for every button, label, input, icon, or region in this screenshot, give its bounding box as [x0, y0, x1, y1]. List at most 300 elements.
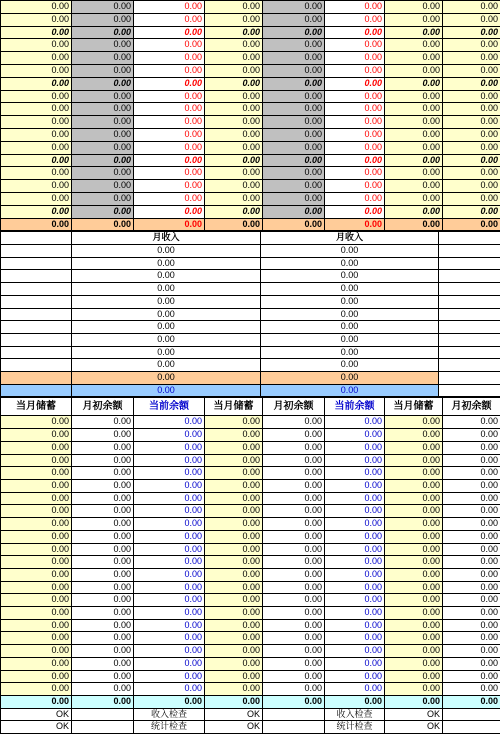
cell[interactable]: 0.00 — [205, 90, 263, 103]
blank-cell[interactable] — [439, 321, 500, 334]
cell[interactable]: 0.00 — [1, 530, 72, 543]
cell[interactable]: 0.00 — [205, 13, 263, 26]
cell[interactable]: 0.00 — [443, 645, 500, 658]
cell[interactable]: 0.00 — [325, 454, 385, 467]
check-status[interactable]: OK — [385, 708, 443, 721]
cell[interactable]: 0.00 — [1, 154, 72, 167]
cell[interactable]: 0.00 — [385, 13, 443, 26]
cell[interactable]: 0.00 — [134, 205, 205, 218]
cell[interactable]: 0.00 — [443, 657, 500, 670]
income-cell[interactable]: 0.00 — [72, 283, 261, 296]
cell[interactable]: 0.00 — [205, 657, 263, 670]
income-cell[interactable]: 0.00 — [261, 333, 439, 346]
cell[interactable]: 0.00 — [325, 556, 385, 569]
cell[interactable]: 0.00 — [325, 52, 385, 65]
cell[interactable]: 0.00 — [443, 619, 500, 632]
blank-cell[interactable] — [439, 384, 500, 397]
cell[interactable]: 0.00 — [325, 467, 385, 480]
check-label[interactable]: 统计检查 — [134, 721, 205, 734]
cell[interactable]: 0.00 — [205, 645, 263, 658]
income-cell[interactable]: 0.00 — [261, 308, 439, 321]
blank-cell[interactable] — [439, 308, 500, 321]
cell[interactable]: 0.00 — [72, 632, 134, 645]
cell[interactable]: 0.00 — [443, 441, 500, 454]
cell[interactable]: 0.00 — [134, 518, 205, 531]
cell[interactable]: 0.00 — [443, 594, 500, 607]
cell[interactable]: 0.00 — [72, 167, 134, 180]
cell[interactable]: 0.00 — [443, 64, 500, 77]
cell[interactable]: 0.00 — [263, 429, 325, 442]
cell[interactable]: 0.00 — [385, 26, 443, 39]
income-total-cell[interactable]: 0.00 — [72, 384, 261, 397]
cell[interactable]: 0.00 — [325, 154, 385, 167]
cell[interactable]: 0.00 — [205, 52, 263, 65]
cell[interactable]: 0.00 — [1, 454, 72, 467]
cell[interactable]: 0.00 — [134, 429, 205, 442]
cell[interactable]: 0.00 — [72, 128, 134, 141]
cell[interactable]: 0.00 — [263, 518, 325, 531]
cell[interactable]: 0.00 — [72, 607, 134, 620]
cell[interactable]: 0.00 — [263, 467, 325, 480]
check-status[interactable]: OK — [1, 708, 72, 721]
cell[interactable]: 0.00 — [205, 568, 263, 581]
cell[interactable]: 0.00 — [205, 1, 263, 14]
total-cell[interactable]: 0.00 — [72, 218, 134, 231]
column-header[interactable]: 当月储蓄 — [205, 398, 263, 416]
cell[interactable]: 0.00 — [205, 594, 263, 607]
blank-cell[interactable] — [439, 346, 500, 359]
cell[interactable]: 0.00 — [205, 116, 263, 129]
cell[interactable]: 0.00 — [325, 103, 385, 116]
cell[interactable]: 0.00 — [72, 416, 134, 429]
cell[interactable]: 0.00 — [263, 556, 325, 569]
cell[interactable]: 0.00 — [72, 26, 134, 39]
cell[interactable]: 0.00 — [72, 154, 134, 167]
column-header[interactable]: 月初余额 — [263, 398, 325, 416]
total-cell[interactable]: 0.00 — [205, 218, 263, 231]
cell[interactable]: 0.00 — [72, 205, 134, 218]
blank-cell[interactable] — [1, 232, 72, 245]
cell[interactable]: 0.00 — [263, 1, 325, 14]
cell[interactable]: 0.00 — [325, 192, 385, 205]
cell[interactable]: 0.00 — [205, 492, 263, 505]
cell[interactable]: 0.00 — [205, 518, 263, 531]
cell[interactable]: 0.00 — [443, 429, 500, 442]
cell[interactable]: 0.00 — [325, 645, 385, 658]
column-header[interactable]: 当月储蓄 — [1, 398, 72, 416]
cell[interactable]: 0.00 — [134, 683, 205, 696]
cell[interactable]: 0.00 — [263, 64, 325, 77]
income-cell[interactable]: 0.00 — [72, 245, 261, 258]
cell[interactable]: 0.00 — [72, 77, 134, 90]
cell[interactable]: 0.00 — [443, 492, 500, 505]
blank-cell[interactable] — [1, 295, 72, 308]
cell[interactable]: 0.00 — [263, 416, 325, 429]
cell[interactable]: 0.00 — [263, 657, 325, 670]
cell[interactable]: 0.00 — [325, 13, 385, 26]
cell[interactable]: 0.00 — [263, 205, 325, 218]
cell[interactable]: 0.00 — [134, 39, 205, 52]
cell[interactable]: 0.00 — [134, 52, 205, 65]
cell[interactable]: 0.00 — [443, 141, 500, 154]
cell[interactable]: 0.00 — [205, 505, 263, 518]
cell[interactable]: 0.00 — [205, 480, 263, 493]
cell[interactable]: 0.00 — [72, 141, 134, 154]
cell[interactable]: 0.00 — [443, 670, 500, 683]
cell[interactable]: 0.00 — [325, 441, 385, 454]
cell[interactable]: 0.00 — [1, 116, 72, 129]
check-status[interactable]: OK — [205, 708, 263, 721]
cell[interactable]: 0.00 — [263, 180, 325, 193]
cell[interactable]: 0.00 — [443, 543, 500, 556]
cell[interactable]: 0.00 — [443, 556, 500, 569]
cell[interactable]: 0.00 — [134, 154, 205, 167]
cell[interactable]: 0.00 — [385, 416, 443, 429]
cell[interactable]: 0.00 — [134, 90, 205, 103]
blank-cell[interactable] — [1, 270, 72, 283]
cell[interactable]: 0.00 — [72, 581, 134, 594]
cell[interactable]: 0.00 — [263, 141, 325, 154]
income-total-cell[interactable]: 0.00 — [261, 384, 439, 397]
cell[interactable]: 0.00 — [1, 645, 72, 658]
cell[interactable]: 0.00 — [385, 441, 443, 454]
cell[interactable]: 0.00 — [385, 619, 443, 632]
cell[interactable]: 0.00 — [134, 607, 205, 620]
cell[interactable]: 0.00 — [385, 52, 443, 65]
cell[interactable]: 0.00 — [263, 167, 325, 180]
income-total-cell[interactable]: 0.00 — [72, 372, 261, 385]
cell[interactable]: 0.00 — [385, 670, 443, 683]
cell[interactable]: 0.00 — [72, 683, 134, 696]
cell[interactable]: 0.00 — [134, 530, 205, 543]
income-header[interactable]: 月收入 — [72, 232, 261, 245]
cell[interactable]: 0.00 — [72, 39, 134, 52]
check-label[interactable]: 收入检查 — [325, 708, 385, 721]
sum-cell[interactable]: 0.00 — [72, 695, 134, 708]
cell[interactable]: 0.00 — [134, 77, 205, 90]
cell[interactable]: 0.00 — [263, 530, 325, 543]
cell[interactable]: 0.00 — [1, 492, 72, 505]
cell[interactable]: 0.00 — [205, 670, 263, 683]
cell[interactable]: 0.00 — [72, 116, 134, 129]
sum-cell[interactable]: 0.00 — [1, 695, 72, 708]
cell[interactable]: 0.00 — [1, 13, 72, 26]
cell[interactable]: 0.00 — [1, 480, 72, 493]
cell[interactable]: 0.00 — [443, 26, 500, 39]
income-cell[interactable]: 0.00 — [72, 308, 261, 321]
blank-cell[interactable] — [439, 283, 500, 296]
cell[interactable]: 0.00 — [443, 518, 500, 531]
cell[interactable]: 0.00 — [325, 77, 385, 90]
blank-cell[interactable] — [1, 283, 72, 296]
column-header[interactable]: 当前余额 — [134, 398, 205, 416]
income-cell[interactable]: 0.00 — [261, 359, 439, 372]
cell[interactable]: 0.00 — [72, 530, 134, 543]
cell[interactable]: 0.00 — [443, 683, 500, 696]
cell[interactable]: 0.00 — [325, 205, 385, 218]
cell[interactable]: 0.00 — [72, 556, 134, 569]
cell[interactable]: 0.00 — [1, 594, 72, 607]
cell[interactable]: 0.00 — [263, 128, 325, 141]
blank-cell[interactable] — [72, 721, 134, 734]
cell[interactable]: 0.00 — [205, 39, 263, 52]
cell[interactable]: 0.00 — [263, 116, 325, 129]
income-cell[interactable]: 0.00 — [261, 346, 439, 359]
cell[interactable]: 0.00 — [385, 518, 443, 531]
blank-cell[interactable] — [1, 384, 72, 397]
cell[interactable]: 0.00 — [263, 90, 325, 103]
cell[interactable]: 0.00 — [205, 26, 263, 39]
cell[interactable]: 0.00 — [443, 454, 500, 467]
cell[interactable]: 0.00 — [325, 64, 385, 77]
check-label[interactable]: 统计检查 — [325, 721, 385, 734]
cell[interactable]: 0.00 — [205, 192, 263, 205]
cell[interactable]: 0.00 — [263, 670, 325, 683]
cell[interactable]: 0.00 — [263, 581, 325, 594]
cell[interactable]: 0.00 — [134, 619, 205, 632]
cell[interactable]: 0.00 — [1, 429, 72, 442]
cell[interactable]: 0.00 — [1, 128, 72, 141]
cell[interactable]: 0.00 — [443, 416, 500, 429]
cell[interactable]: 0.00 — [325, 128, 385, 141]
cell[interactable]: 0.00 — [443, 180, 500, 193]
cell[interactable]: 0.00 — [134, 1, 205, 14]
cell[interactable]: 0.00 — [325, 543, 385, 556]
cell[interactable]: 0.00 — [205, 141, 263, 154]
check-status[interactable]: OK — [1, 721, 72, 734]
cell[interactable]: 0.00 — [263, 154, 325, 167]
income-cell[interactable]: 0.00 — [261, 295, 439, 308]
cell[interactable]: 0.00 — [325, 116, 385, 129]
cell[interactable]: 0.00 — [1, 657, 72, 670]
cell[interactable]: 0.00 — [1, 192, 72, 205]
cell[interactable]: 0.00 — [1, 52, 72, 65]
cell[interactable]: 0.00 — [443, 13, 500, 26]
blank-cell[interactable] — [1, 245, 72, 258]
cell[interactable]: 0.00 — [134, 416, 205, 429]
cell[interactable]: 0.00 — [385, 467, 443, 480]
cell[interactable]: 0.00 — [134, 103, 205, 116]
income-cell[interactable]: 0.00 — [261, 245, 439, 258]
cell[interactable]: 0.00 — [325, 90, 385, 103]
sum-cell[interactable]: 0.00 — [205, 695, 263, 708]
cell[interactable]: 0.00 — [443, 632, 500, 645]
income-cell[interactable]: 0.00 — [72, 257, 261, 270]
cell[interactable]: 0.00 — [263, 77, 325, 90]
income-cell[interactable]: 0.00 — [72, 270, 261, 283]
cell[interactable]: 0.00 — [443, 167, 500, 180]
cell[interactable]: 0.00 — [1, 556, 72, 569]
sum-cell[interactable]: 0.00 — [385, 695, 443, 708]
cell[interactable]: 0.00 — [443, 505, 500, 518]
blank-cell[interactable] — [1, 333, 72, 346]
cell[interactable]: 0.00 — [72, 645, 134, 658]
cell[interactable]: 0.00 — [385, 205, 443, 218]
cell[interactable]: 0.00 — [134, 128, 205, 141]
cell[interactable]: 0.00 — [263, 103, 325, 116]
sum-cell[interactable]: 0.00 — [134, 695, 205, 708]
cell[interactable]: 0.00 — [325, 492, 385, 505]
cell[interactable]: 0.00 — [385, 556, 443, 569]
cell[interactable]: 0.00 — [263, 192, 325, 205]
cell[interactable]: 0.00 — [134, 670, 205, 683]
cell[interactable]: 0.00 — [1, 619, 72, 632]
blank-cell[interactable] — [263, 708, 325, 721]
cell[interactable]: 0.00 — [1, 90, 72, 103]
cell[interactable]: 0.00 — [325, 632, 385, 645]
sum-cell[interactable]: 0.00 — [263, 695, 325, 708]
cell[interactable]: 0.00 — [385, 632, 443, 645]
cell[interactable]: 0.00 — [385, 1, 443, 14]
sum-cell[interactable]: 0.00 — [325, 695, 385, 708]
cell[interactable]: 0.00 — [1, 167, 72, 180]
total-cell[interactable]: 0.00 — [443, 218, 500, 231]
cell[interactable]: 0.00 — [72, 103, 134, 116]
cell[interactable]: 0.00 — [134, 581, 205, 594]
check-status[interactable]: OK — [205, 721, 263, 734]
cell[interactable]: 0.00 — [72, 657, 134, 670]
cell[interactable]: 0.00 — [385, 77, 443, 90]
cell[interactable]: 0.00 — [205, 467, 263, 480]
cell[interactable]: 0.00 — [325, 657, 385, 670]
income-cell[interactable]: 0.00 — [261, 257, 439, 270]
cell[interactable]: 0.00 — [134, 13, 205, 26]
cell[interactable]: 0.00 — [72, 543, 134, 556]
blank-cell[interactable] — [443, 721, 500, 734]
blank-cell[interactable] — [439, 359, 500, 372]
cell[interactable]: 0.00 — [443, 467, 500, 480]
total-cell[interactable]: 0.00 — [134, 218, 205, 231]
cell[interactable]: 0.00 — [1, 205, 72, 218]
cell[interactable]: 0.00 — [443, 480, 500, 493]
cell[interactable]: 0.00 — [385, 154, 443, 167]
cell[interactable]: 0.00 — [385, 167, 443, 180]
cell[interactable]: 0.00 — [263, 26, 325, 39]
cell[interactable]: 0.00 — [205, 441, 263, 454]
cell[interactable]: 0.00 — [205, 543, 263, 556]
blank-cell[interactable] — [1, 346, 72, 359]
column-header[interactable]: 月初余额 — [443, 398, 500, 416]
cell[interactable]: 0.00 — [325, 683, 385, 696]
cell[interactable]: 0.00 — [385, 128, 443, 141]
cell[interactable]: 0.00 — [325, 581, 385, 594]
cell[interactable]: 0.00 — [263, 52, 325, 65]
cell[interactable]: 0.00 — [443, 116, 500, 129]
cell[interactable]: 0.00 — [443, 90, 500, 103]
cell[interactable]: 0.00 — [325, 505, 385, 518]
cell[interactable]: 0.00 — [205, 429, 263, 442]
cell[interactable]: 0.00 — [385, 429, 443, 442]
cell[interactable]: 0.00 — [325, 670, 385, 683]
cell[interactable]: 0.00 — [263, 619, 325, 632]
income-cell[interactable]: 0.00 — [261, 283, 439, 296]
cell[interactable]: 0.00 — [263, 505, 325, 518]
cell[interactable]: 0.00 — [72, 467, 134, 480]
cell[interactable]: 0.00 — [134, 480, 205, 493]
cell[interactable]: 0.00 — [134, 632, 205, 645]
cell[interactable]: 0.00 — [205, 167, 263, 180]
cell[interactable]: 0.00 — [385, 530, 443, 543]
cell[interactable]: 0.00 — [1, 77, 72, 90]
cell[interactable]: 0.00 — [385, 505, 443, 518]
cell[interactable]: 0.00 — [134, 141, 205, 154]
cell[interactable]: 0.00 — [263, 441, 325, 454]
cell[interactable]: 0.00 — [205, 683, 263, 696]
cell[interactable]: 0.00 — [385, 116, 443, 129]
cell[interactable]: 0.00 — [325, 180, 385, 193]
cell[interactable]: 0.00 — [325, 619, 385, 632]
cell[interactable]: 0.00 — [385, 607, 443, 620]
cell[interactable]: 0.00 — [385, 103, 443, 116]
cell[interactable]: 0.00 — [134, 594, 205, 607]
cell[interactable]: 0.00 — [263, 39, 325, 52]
cell[interactable]: 0.00 — [1, 39, 72, 52]
cell[interactable]: 0.00 — [72, 454, 134, 467]
cell[interactable]: 0.00 — [443, 103, 500, 116]
income-cell[interactable]: 0.00 — [72, 295, 261, 308]
cell[interactable]: 0.00 — [325, 416, 385, 429]
cell[interactable]: 0.00 — [205, 77, 263, 90]
cell[interactable]: 0.00 — [205, 530, 263, 543]
cell[interactable]: 0.00 — [385, 594, 443, 607]
column-header[interactable]: 当月储蓄 — [385, 398, 443, 416]
cell[interactable]: 0.00 — [443, 128, 500, 141]
sum-cell[interactable]: 0.00 — [443, 695, 500, 708]
cell[interactable]: 0.00 — [385, 180, 443, 193]
cell[interactable]: 0.00 — [1, 670, 72, 683]
total-cell[interactable]: 0.00 — [385, 218, 443, 231]
cell[interactable]: 0.00 — [325, 607, 385, 620]
cell[interactable]: 0.00 — [1, 683, 72, 696]
cell[interactable]: 0.00 — [263, 594, 325, 607]
cell[interactable]: 0.00 — [134, 454, 205, 467]
cell[interactable]: 0.00 — [134, 192, 205, 205]
cell[interactable]: 0.00 — [72, 480, 134, 493]
cell[interactable]: 0.00 — [1, 64, 72, 77]
check-label[interactable]: 收入检查 — [134, 708, 205, 721]
cell[interactable]: 0.00 — [385, 492, 443, 505]
cell[interactable]: 0.00 — [134, 26, 205, 39]
column-header[interactable]: 当前余额 — [325, 398, 385, 416]
cell[interactable]: 0.00 — [263, 454, 325, 467]
cell[interactable]: 0.00 — [263, 568, 325, 581]
cell[interactable]: 0.00 — [1, 607, 72, 620]
cell[interactable]: 0.00 — [1, 441, 72, 454]
cell[interactable]: 0.00 — [72, 505, 134, 518]
cell[interactable]: 0.00 — [205, 607, 263, 620]
cell[interactable]: 0.00 — [72, 619, 134, 632]
cell[interactable]: 0.00 — [443, 607, 500, 620]
cell[interactable]: 0.00 — [385, 64, 443, 77]
income-total-cell[interactable]: 0.00 — [261, 372, 439, 385]
cell[interactable]: 0.00 — [325, 594, 385, 607]
cell[interactable]: 0.00 — [72, 64, 134, 77]
cell[interactable]: 0.00 — [325, 429, 385, 442]
cell[interactable]: 0.00 — [72, 429, 134, 442]
income-cell[interactable]: 0.00 — [72, 359, 261, 372]
blank-cell[interactable] — [443, 708, 500, 721]
cell[interactable]: 0.00 — [134, 441, 205, 454]
income-header[interactable]: 月收入 — [261, 232, 439, 245]
cell[interactable]: 0.00 — [134, 116, 205, 129]
cell[interactable]: 0.00 — [325, 1, 385, 14]
income-cell[interactable]: 0.00 — [72, 321, 261, 334]
cell[interactable]: 0.00 — [72, 90, 134, 103]
blank-cell[interactable] — [439, 333, 500, 346]
cell[interactable]: 0.00 — [134, 645, 205, 658]
blank-cell[interactable] — [72, 708, 134, 721]
cell[interactable]: 0.00 — [72, 568, 134, 581]
